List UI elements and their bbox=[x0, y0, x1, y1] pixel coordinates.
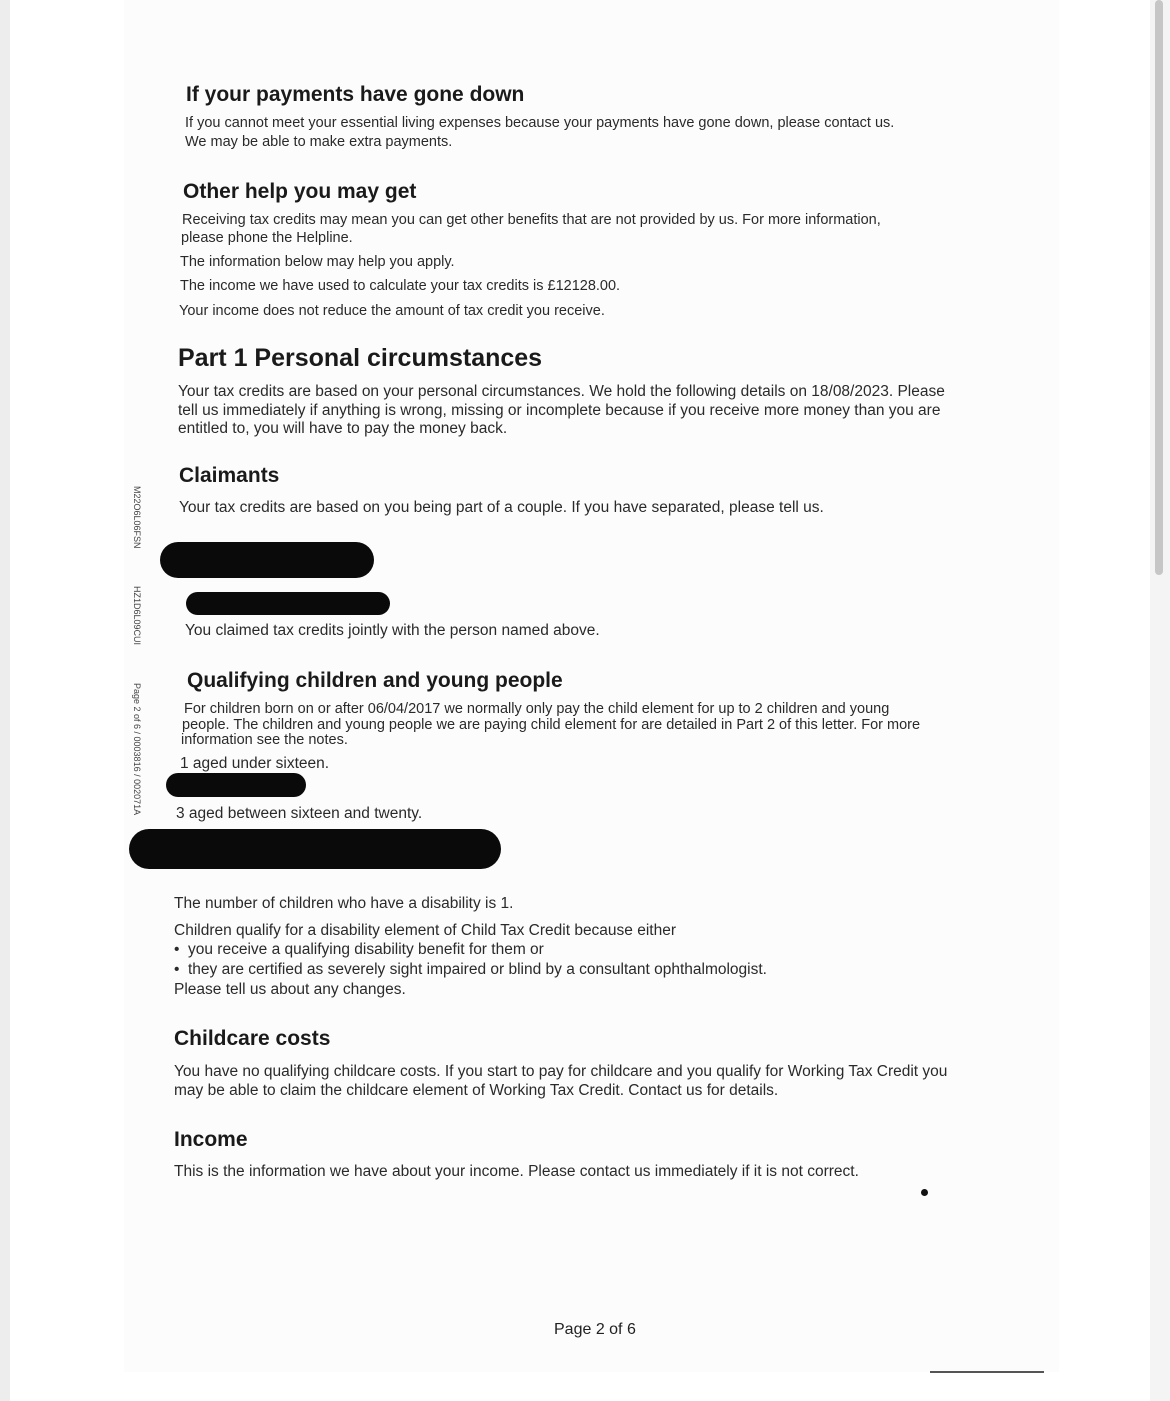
redacted-name-1 bbox=[160, 542, 374, 578]
children-under-sixteen: 1 aged under sixteen. bbox=[180, 755, 330, 772]
redacted-child-details-1 bbox=[166, 773, 306, 797]
redacted-child-details-2 bbox=[129, 829, 501, 869]
children-disability-count: The number of children who have a disability is 1. bbox=[174, 895, 514, 912]
children-changes: Please tell us about any changes. bbox=[174, 981, 406, 998]
disability-criterion: • you receive a qualifying disability benefit for them or bbox=[174, 940, 767, 960]
other-help-line-2: please phone the Helpline. bbox=[181, 230, 353, 246]
children-line-3: information see the notes. bbox=[181, 732, 348, 748]
side-reference-3: Page 2 of 6 / 0003816 / 002071A bbox=[132, 683, 142, 816]
heading-part-1: Part 1 Personal circumstances bbox=[178, 344, 543, 372]
redacted-name-2 bbox=[186, 592, 390, 615]
part1-line-2: tell us immediately if anything is wrong, missing or incomplete because if you receive more money than you are bbox=[178, 402, 941, 419]
stray-mark bbox=[921, 1189, 928, 1196]
other-help-info-below: The information below may help you apply. bbox=[180, 254, 455, 270]
disability-criterion: • they are certified as severely sight impaired or blind by a consultant ophthalmologist. bbox=[174, 960, 767, 980]
scanned-page bbox=[10, 0, 1150, 1401]
payments-down-line-1: If you cannot meet your essential living expenses because your payments have gone down, please contact us. bbox=[185, 115, 895, 131]
part1-line-1: Your tax credits are based on your personal circumstances. We hold the following details on 18/08/2023. Please bbox=[178, 383, 945, 400]
children-line-1: For children born on or after 06/04/2017 we normally only pay the child element for up to 2 children and young bbox=[184, 701, 890, 717]
heading-income: Income bbox=[174, 1128, 248, 1151]
page-number: Page 2 of 6 bbox=[554, 1321, 636, 1338]
side-reference-1: M22O6L06FSN bbox=[132, 486, 142, 549]
childcare-line-1: You have no qualifying childcare costs. If you start to pay for childcare and you qualify for Working Tax Credit you bbox=[174, 1063, 948, 1080]
other-help-income-used: The income we have used to calculate your tax credits is £12128.00. bbox=[180, 278, 621, 294]
children-sixteen-twenty: 3 aged between sixteen and twenty. bbox=[176, 805, 423, 822]
page-edge-line bbox=[930, 1371, 1044, 1373]
other-help-income-note: Your income does not reduce the amount of tax credit you receive. bbox=[179, 303, 605, 319]
children-disability-intro: Children qualify for a disability element of Child Tax Credit because either bbox=[174, 922, 677, 939]
heading-qualifying-children: Qualifying children and young people bbox=[187, 669, 563, 692]
heading-childcare: Childcare costs bbox=[174, 1027, 331, 1050]
disability-criteria-list bbox=[174, 940, 767, 980]
heading-claimants: Claimants bbox=[179, 464, 280, 487]
heading-other-help: Other help you may get bbox=[183, 180, 417, 203]
children-line-2: people. The children and young people we are paying child element for are detailed in Part 2 of this letter. For more bbox=[182, 717, 921, 733]
income-text: This is the information we have about your income. Please contact us immediately if it is not correct. bbox=[174, 1163, 859, 1180]
payments-down-line-2: We may be able to make extra payments. bbox=[185, 134, 453, 150]
childcare-line-2: may be able to claim the childcare element of Working Tax Credit. Contact us for details. bbox=[174, 1082, 779, 1099]
heading-payments-down: If your payments have gone down bbox=[186, 83, 525, 106]
part1-line-3: entitled to, you will have to pay the money back. bbox=[178, 420, 508, 437]
scrollbar-track[interactable] bbox=[1150, 0, 1170, 1401]
scrollbar-thumb[interactable] bbox=[1155, 0, 1163, 575]
other-help-line-1: Receiving tax credits may mean you can get other benefits that are not provided by us. For more information, bbox=[182, 212, 881, 228]
claimants-text: Your tax credits are based on you being part of a couple. If you have separated, please tell us. bbox=[179, 499, 824, 516]
claimants-joint: You claimed tax credits jointly with the person named above. bbox=[185, 622, 600, 639]
side-reference-2: HZ1D6L09CUI bbox=[132, 586, 142, 646]
